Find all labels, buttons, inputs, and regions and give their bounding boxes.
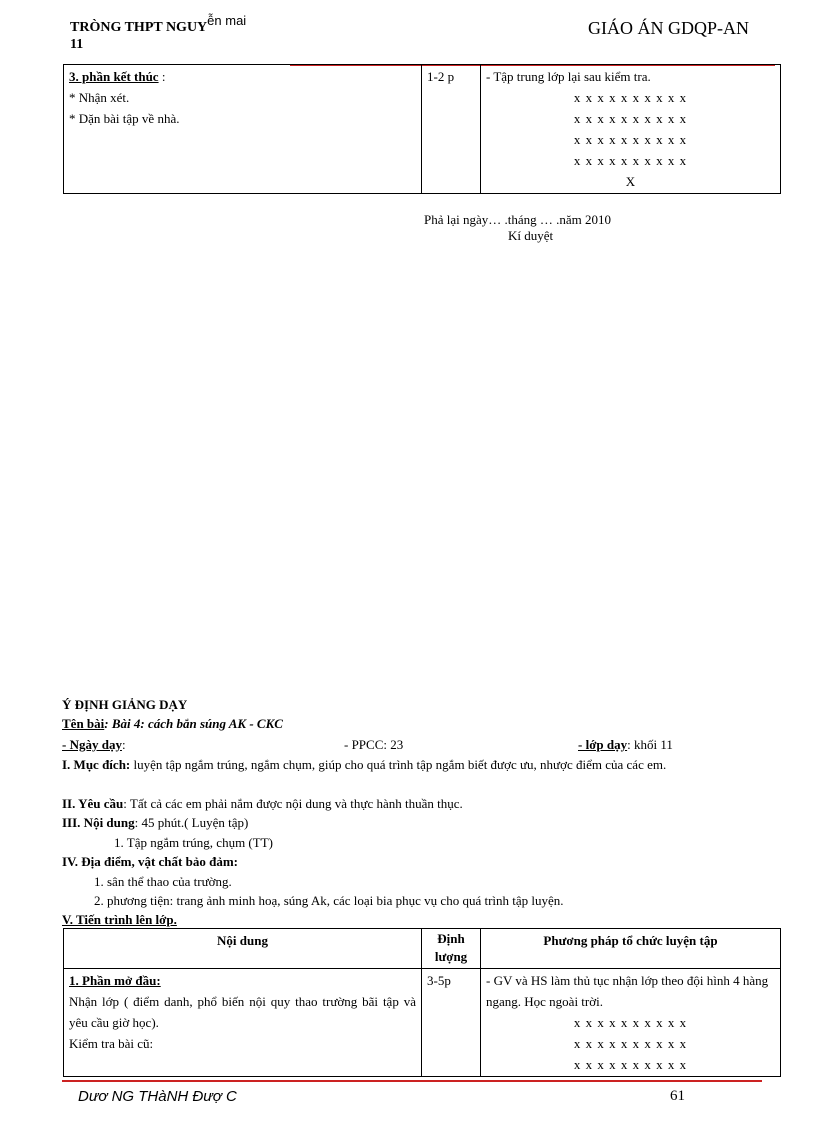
opening-content-line: Nhận lớp ( điểm danh, phổ biến nội quy thao trường bãi tập và yêu cầu giờ học). <box>69 994 416 1030</box>
opening-table <box>63 928 781 1077</box>
content-label: III. Nội dung <box>62 815 135 830</box>
school-name: TRÒNG THPT NGUY <box>70 20 208 35</box>
formation-row: x x x x x x x x x x <box>573 111 688 126</box>
approval-signed: Kí duyệt <box>508 228 554 243</box>
footer-rule <box>62 1080 762 1082</box>
formation-row: x x x x x x x x x x <box>573 132 688 147</box>
conclusion-line: * Dặn bài tập về nhà. <box>69 111 180 126</box>
opening-content-cell <box>64 969 422 1077</box>
purpose-label: I. Mục đích: <box>62 757 131 772</box>
approval-date: Phả lại ngày… .tháng … .năm 2010 <box>424 212 612 227</box>
requirement-label: II. Yêu cầu <box>62 796 124 811</box>
conclusion-section-title: 3. phần kết thúc <box>69 69 159 84</box>
formation-row: x x x x x x x x x x <box>573 1015 688 1030</box>
purpose-text: luyện tập ngắm trúng, ngắm chụm, giúp cho quá trình tập ngắm biết được ưu, nhược điểm của các em. <box>130 757 667 772</box>
purpose-line <box>62 755 764 774</box>
conclusion-duration: 1-2 p <box>422 65 481 194</box>
school-header <box>70 13 247 53</box>
opening-method-cell <box>481 969 781 1077</box>
grade-label: 11 <box>70 37 84 52</box>
lesson-title: : Bài 4: cách bắn súng AK - CKC <box>104 716 283 731</box>
formation-row: x x x x x x x x x x <box>573 153 688 168</box>
requirement-line: II. Yêu cầu: Tất cả các em phải nắm được nội dung và thực hành thuần thục. <box>62 796 463 811</box>
conclusion-line: * Nhận xét. <box>69 90 130 105</box>
ppcc-line: - PPCC: 23 <box>344 737 404 752</box>
lesson-label: Tên bài <box>62 716 105 731</box>
class-label: - lớp dạy <box>578 737 628 752</box>
place-label: IV. Địa điểm, vật chất bảo đảm: <box>62 854 238 869</box>
opening-method: - GV và HS làm thủ tục nhận lớp theo đội hình 4 hàng ngang. Học ngoài trời. <box>486 973 769 1009</box>
author-signature: Dươ NG THàNH Đượ C <box>78 1088 237 1105</box>
conclusion-method: - Tập trung lớp lại sau kiểm tra. <box>486 69 651 84</box>
column-header-content: Nội dung <box>64 929 422 969</box>
content-item: 1. Tập ngắm trúng, chụm (TT) <box>114 835 273 850</box>
date-line: - Ngày dạy: <box>62 737 126 752</box>
opening-section-title: 1. Phần mở đầu: <box>69 973 161 988</box>
class-line: - lớp dạy: khối 11 <box>578 737 673 752</box>
teacher-position-mark: X <box>625 174 636 189</box>
school-name-sup: ễn mai <box>207 13 247 28</box>
place-item: 1. sân thể thao của trường. <box>94 874 232 889</box>
opening-duration: 3-5p <box>422 969 481 1077</box>
page-number: 61 <box>670 1088 685 1104</box>
formation-row: x x x x x x x x x x <box>573 90 688 105</box>
plan-heading: Ý ĐỊNH GIẢNG DẠY <box>62 697 188 712</box>
place-item: 2. phương tiện: trang ảnh minh hoạ, súng Ak, các loại bia phục vụ cho quá trình tập luyện. <box>94 893 564 908</box>
conclusion-table <box>63 64 781 194</box>
date-label: - Ngày dạy <box>62 737 122 752</box>
lesson-title-line <box>62 714 283 733</box>
formation-row: x x x x x x x x x x <box>573 1036 688 1051</box>
content-line: III. Nội dung: 45 phút.( Luyện tập) <box>62 815 249 830</box>
opening-content-line: Kiểm tra bài cũ: <box>69 1036 154 1051</box>
progress-label: V. Tiến trình lên lớp. <box>62 912 177 927</box>
column-header-quantity: Định lượng <box>422 929 481 969</box>
conclusion-method-cell <box>481 65 781 194</box>
document-title: GIÁO ÁN GDQP-AN <box>588 18 749 38</box>
conclusion-content-cell: 3. phần kết thúc : * Nhận xét. * Dặn bài tập về nhà. <box>64 65 422 194</box>
column-header-method: Phương pháp tổ chức luyện tập <box>481 929 781 969</box>
formation-row: x x x x x x x x x x <box>573 1057 688 1072</box>
